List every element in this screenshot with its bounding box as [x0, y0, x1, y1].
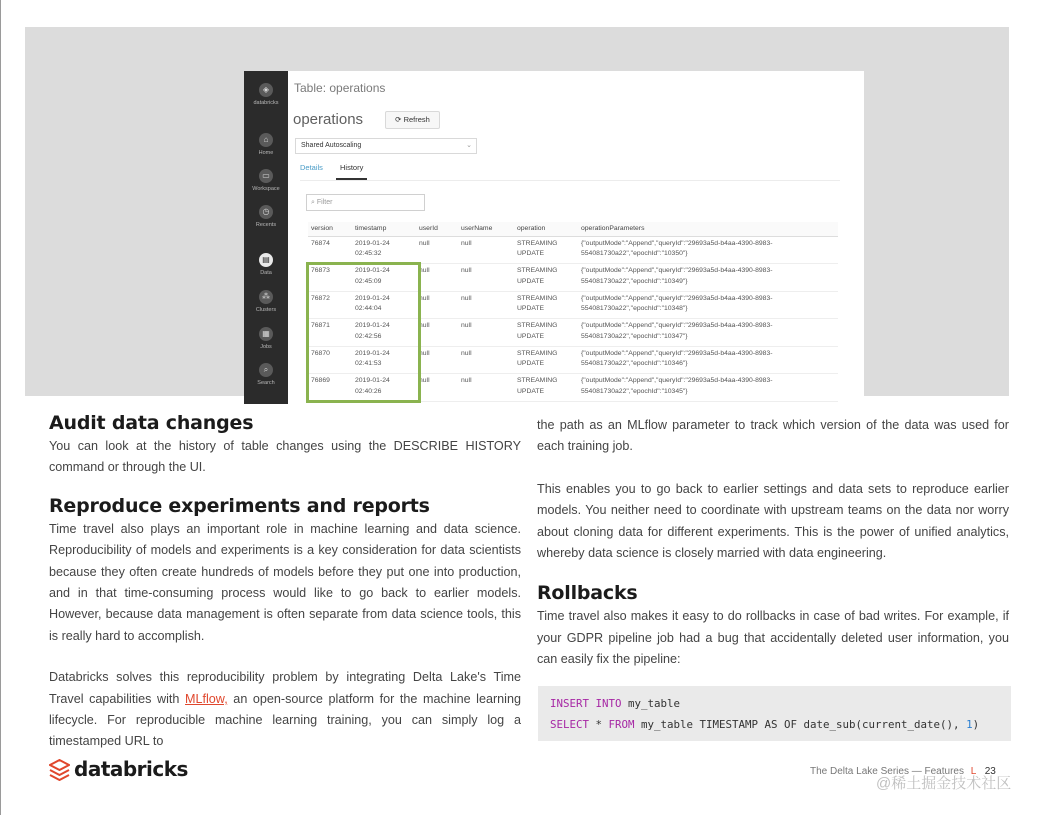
- table-row: 76873 2019-01-24 02:45:09 null null STREAMING UPDATE {"outputMode":"Append","queryId":"29693a5d-b4aa-4390-8983- 554081730a22","epochId":"10349"}: [308, 264, 838, 292]
- data-icon: ▤: [259, 253, 273, 267]
- databricks-logo-icon: ◈: [259, 83, 273, 97]
- watermark: @稀土掘金技术社区: [876, 775, 1012, 792]
- paragraph-earlier-settings: This enables you to go back to earlier settings and data sets to reproduce earlier models. You neither need to coordinate with upstream teams on the data nor worry about cloning data for different experiments. This is the power of unified analytics, whereby data science is closely married with data engineering.: [537, 481, 1009, 561]
- home-icon: ⌂: [259, 133, 273, 147]
- column-header-operation-parameters[interactable]: operationParameters: [578, 222, 838, 236]
- column-header-operation[interactable]: operation: [514, 222, 578, 236]
- table-title: operations: [293, 111, 364, 128]
- search-icon: ⌕: [311, 199, 315, 206]
- tab-details[interactable]: Details: [300, 163, 323, 172]
- sidebar-item-databricks: ◈ databricks: [253, 85, 279, 106]
- heading-reproduce-experiments: Reproduce experiments and reports: [49, 494, 430, 517]
- left-column: [49, 412, 521, 753]
- heading-rollbacks: Rollbacks: [537, 582, 638, 605]
- recents-icon: ◷: [259, 205, 273, 219]
- table-row: 76870 2019-01-24 02:41:53 null null STREAMING UPDATE {"outputMode":"Append","queryId":"29693a5d-b4aa-4390-8983- 554081730a22","epochId":"10346"}: [308, 346, 838, 374]
- databricks-main: [288, 71, 864, 404]
- table-header-row: [308, 222, 838, 236]
- mlflow-link[interactable]: MLflow,: [185, 691, 228, 706]
- screenshot-panel: [25, 27, 1009, 396]
- series-title: The Delta Lake Series — Features: [810, 766, 964, 777]
- code-line: INSERT INTO my_table: [550, 697, 681, 710]
- jobs-icon: ▦: [259, 327, 273, 341]
- databricks-logo-icon: [49, 759, 70, 781]
- search-icon: ⌕: [259, 363, 273, 377]
- heading-audit-data-changes: Audit data changes: [49, 412, 254, 434]
- tab-bar: [300, 163, 840, 181]
- breadcrumb: Table: operations: [294, 81, 386, 95]
- cluster-select[interactable]: Shared Autoscaling ⌄: [295, 138, 477, 154]
- sidebar-item-home[interactable]: ⌂ Home: [258, 135, 274, 156]
- paragraph-databricks-solves: Databricks solves this reproducibility problem by integrating Delta Lake's Time Travel capabilities with MLflow, an open-source platform for the machine learning lifecycle. For reproducible machine learning training, you can simply log a timestamped URL to: [49, 670, 521, 749]
- databricks-screenshot: [244, 71, 864, 404]
- chevron-down-icon: ⌄: [466, 142, 472, 149]
- table-row: 76871 2019-01-24 02:42:56 null null STREAMING UPDATE {"outputMode":"Append","queryId":"29693a5d-b4aa-4390-8983- 554081730a22","epochId":"10347"}: [308, 319, 838, 347]
- right-column: [537, 415, 1009, 671]
- page-number: 23: [984, 766, 996, 777]
- databricks-sidebar: [244, 71, 288, 404]
- paragraph-reproduce: Time travel also plays an important role in machine learning and data science. Reproducibility of models and experiments is a key consideration for data scientists because they often create hundreds of models before they put one into production, and in that time-consuming process would like to go back to earlier models. However, because data management is often separate from data science tools, this is really hard to accomplish.: [49, 521, 521, 643]
- code-block: [538, 686, 1011, 741]
- column-header-userid[interactable]: userId: [416, 222, 458, 236]
- sidebar-item-jobs[interactable]: ▦ Jobs: [260, 329, 272, 350]
- workspace-icon: ▭: [259, 169, 273, 183]
- clusters-icon: ⁂: [259, 290, 273, 304]
- history-table: [308, 222, 838, 402]
- sidebar-item-data[interactable]: ▤ Data: [260, 255, 272, 276]
- sidebar-item-recents[interactable]: ◷ Recents: [255, 207, 277, 228]
- sidebar-item-workspace[interactable]: ▭ Workspace: [252, 171, 280, 192]
- page-edge: [0, 0, 1, 815]
- column-header-username[interactable]: userName: [458, 222, 514, 236]
- column-header-timestamp[interactable]: timestamp: [352, 222, 416, 236]
- sidebar-item-clusters[interactable]: ⁂ Clusters: [255, 292, 277, 313]
- footer-mark: L: [970, 766, 976, 777]
- brand-name: databricks: [74, 757, 188, 781]
- refresh-button[interactable]: ⟳ Refresh: [385, 111, 440, 129]
- table-row: 76874 2019-01-24 02:45:32 null null STREAMING UPDATE {"outputMode":"Append","queryId":"29693a5d-b4aa-4390-8983- 554081730a22","epochId":"10350"}: [308, 236, 838, 264]
- table-row: 76872 2019-01-24 02:44:04 null null STREAMING UPDATE {"outputMode":"Append","queryId":"29693a5d-b4aa-4390-8983- 554081730a22","epochId":"10348"}: [308, 291, 838, 319]
- filter-input[interactable]: ⌕ Filter: [306, 194, 425, 211]
- sidebar-item-search[interactable]: ⌕ Search: [257, 365, 275, 386]
- tab-history[interactable]: History: [336, 163, 367, 180]
- column-header-version[interactable]: version: [308, 222, 352, 236]
- code-line: SELECT * FROM my_table TIMESTAMP AS OF date_sub(current_date(), 1): [550, 718, 980, 731]
- refresh-icon: ⟳: [395, 115, 402, 124]
- paragraph-rollbacks: Time travel also makes it easy to do rollbacks in case of bad writes. For example, if your GDPR pipeline job had a bug that accidentally deleted user information, you can easily fix the pipeline:: [537, 609, 1009, 667]
- paragraph-mlflow-parameter: the path as an MLflow parameter to track which version of the data was used for each training job.: [537, 418, 1009, 454]
- paragraph-audit: You can look at the history of table changes using the DESCRIBE HISTORY command or through the UI.: [49, 439, 521, 475]
- table-row: 76869 2019-01-24 02:40:26 null null STREAMING UPDATE {"outputMode":"Append","queryId":"29693a5d-b4aa-4390-8983- 554081730a22","epochId":"10345"}: [308, 374, 838, 402]
